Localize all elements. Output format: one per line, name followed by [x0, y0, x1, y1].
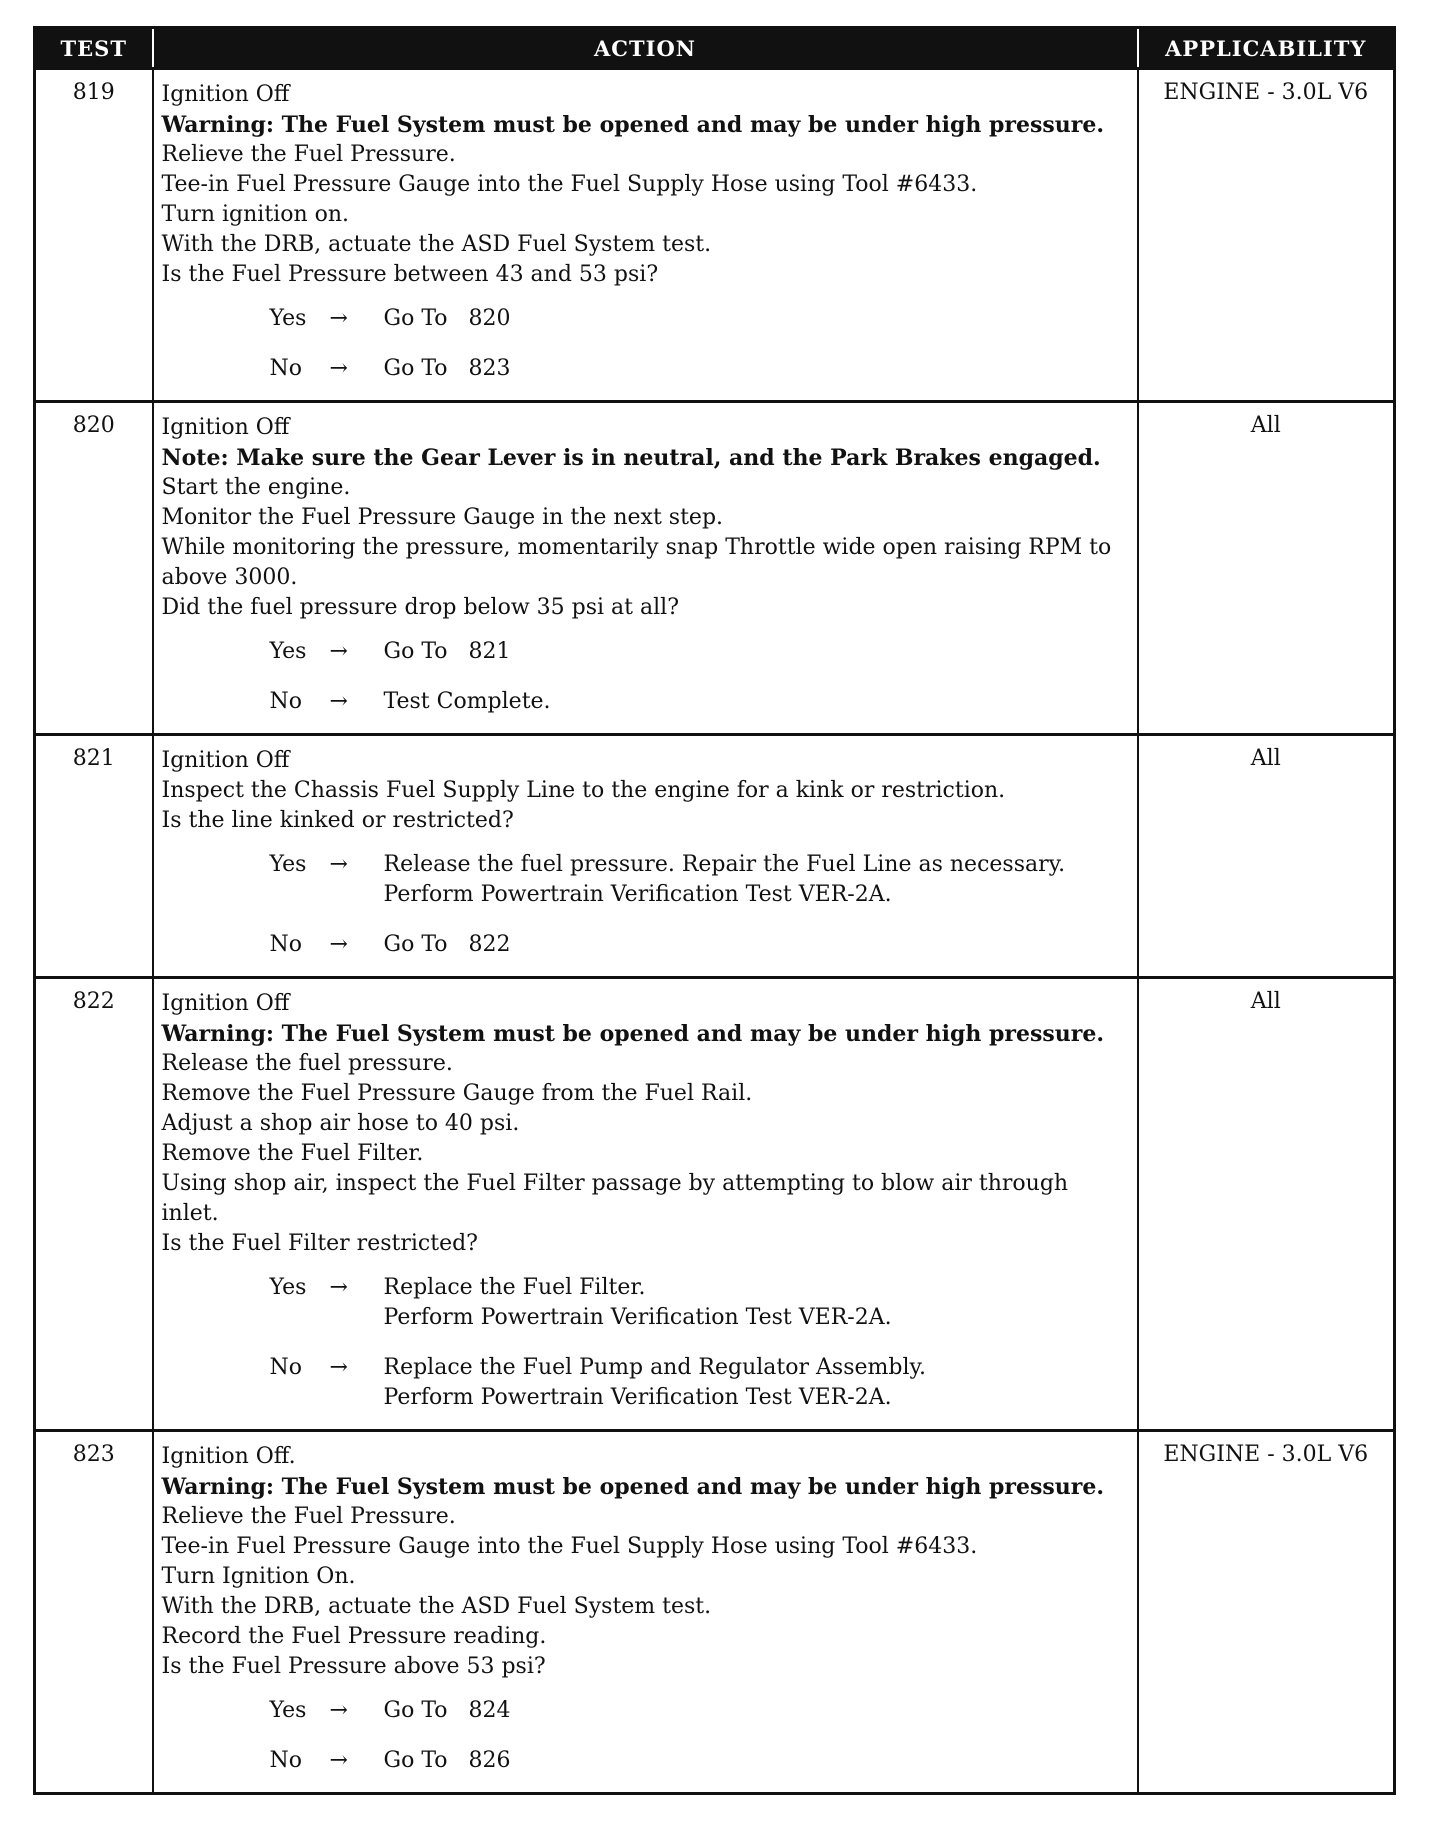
- action-step: Relieve the Fuel Pressure.: [161, 142, 456, 167]
- applicability: All: [1138, 978, 1395, 1431]
- arrow-right-icon: →: [329, 356, 348, 381]
- action-cell: [153, 402, 1138, 735]
- arrow-right-icon: →: [329, 1355, 348, 1380]
- action-step: Ignition Off: [161, 415, 290, 440]
- branch-list: [162, 1696, 1131, 1792]
- arrow-right-icon: →: [329, 852, 348, 877]
- branch-result: [384, 687, 1131, 717]
- arrow-right-icon: →: [329, 932, 348, 957]
- branch-result: [384, 354, 1131, 384]
- branch-result-line: Go To 820: [383, 306, 511, 331]
- warning-text: Warning: The Fuel System must be opened and may be under high pressure.: [161, 1021, 1104, 1047]
- action-step: Tee-in Fuel Pressure Gauge into the Fuel Supply Hose using Tool #6433.: [161, 172, 978, 197]
- action-step: Is the Fuel Pressure above 53 psi?: [161, 1654, 546, 1679]
- action-step: Remove the Fuel Filter.: [161, 1141, 424, 1166]
- applicability: All: [1138, 735, 1395, 978]
- test-number: 819: [35, 69, 153, 402]
- action-cell: [153, 69, 1138, 402]
- branch-no: [162, 1353, 1131, 1413]
- branch-label: Yes: [269, 639, 307, 664]
- branch-result-line: Test Complete.: [383, 689, 551, 714]
- branch-yes: [162, 637, 1131, 667]
- action-step: Adjust a shop air hose to 40 psi.: [161, 1111, 520, 1136]
- branch-yes: [162, 1273, 1131, 1333]
- branch-result: [384, 304, 1131, 334]
- branch-result-line: Perform Powertrain Verification Test VER-2A.: [383, 1305, 892, 1330]
- test-number: 823: [35, 1431, 153, 1794]
- header-test: TEST: [35, 28, 153, 69]
- branch-no: [162, 1746, 1131, 1776]
- action-cell: [153, 1431, 1138, 1794]
- action-step: Is the line kinked or restricted?: [161, 808, 514, 833]
- warning-text: Warning: The Fuel System must be opened and may be under high pressure.: [161, 112, 1104, 138]
- branch-label: No: [269, 689, 302, 714]
- action-step: Remove the Fuel Pressure Gauge from the Fuel Rail.: [161, 1081, 753, 1106]
- action-step: Record the Fuel Pressure reading.: [161, 1624, 547, 1649]
- test-row: [35, 1431, 1395, 1794]
- branch-result-line: Perform Powertrain Verification Test VER-2A.: [383, 882, 892, 907]
- branch-result-line: Replace the Fuel Pump and Regulator Assembly.: [383, 1355, 926, 1380]
- action-step: inlet.: [161, 1201, 219, 1226]
- applicability: ENGINE - 3.0L V6: [1138, 69, 1395, 402]
- action-step: Is the Fuel Pressure between 43 and 53 psi?: [161, 262, 659, 287]
- branch-result-line: Go To 826: [383, 1748, 511, 1773]
- branch-yes: [162, 304, 1131, 334]
- action-step: Monitor the Fuel Pressure Gauge in the next step.: [161, 505, 724, 530]
- branch-result-line: Go To 821: [383, 639, 511, 664]
- arrow-right-icon: →: [329, 1748, 348, 1773]
- diagnostic-page: [33, 26, 1393, 1795]
- branch-result-line: Replace the Fuel Filter.: [383, 1275, 646, 1300]
- arrow-right-icon: →: [329, 689, 348, 714]
- arrow-right-icon: →: [329, 1698, 348, 1723]
- branch-list: [162, 304, 1131, 400]
- action-step: While monitoring the pressure, momentarily snap Throttle wide open raising RPM to: [161, 535, 1112, 560]
- branch-label: Yes: [269, 852, 307, 877]
- action-step: Ignition Off: [161, 991, 290, 1016]
- diagnostic-table: [33, 26, 1396, 1795]
- branch-result-line: Perform Powertrain Verification Test VER-2A.: [383, 1385, 892, 1410]
- header-action: ACTION: [153, 28, 1138, 69]
- branch-result-line: Go To 823: [383, 356, 511, 381]
- branch-list: [162, 1273, 1131, 1429]
- action-step: Is the Fuel Filter restricted?: [161, 1231, 478, 1256]
- test-number: 822: [35, 978, 153, 1431]
- branch-result: [384, 1273, 1131, 1333]
- test-row: [35, 69, 1395, 402]
- branch-label: Yes: [269, 1275, 307, 1300]
- branch-label: Yes: [269, 1698, 307, 1723]
- arrow-right-icon: →: [329, 639, 348, 664]
- branch-result: [384, 1746, 1131, 1776]
- branch-result-line: Go To 822: [383, 932, 511, 957]
- warning-text: Warning: The Fuel System must be opened and may be under high pressure.: [161, 1474, 1104, 1500]
- action-step: Ignition Off: [161, 748, 290, 773]
- table-body: [35, 69, 1395, 1794]
- test-row: [35, 402, 1395, 735]
- applicability: All: [1138, 402, 1395, 735]
- action-step: above 3000.: [161, 565, 298, 590]
- action-step: Start the engine.: [161, 475, 351, 500]
- branch-no: [162, 930, 1131, 960]
- arrow-right-icon: →: [329, 306, 348, 331]
- action-step: With the DRB, actuate the ASD Fuel System test.: [161, 232, 712, 257]
- test-row: [35, 735, 1395, 978]
- branch-result-line: Go To 824: [383, 1698, 511, 1723]
- branch-result: [384, 850, 1131, 910]
- applicability: ENGINE - 3.0L V6: [1138, 1431, 1395, 1794]
- action-step: Tee-in Fuel Pressure Gauge into the Fuel Supply Hose using Tool #6433.: [161, 1534, 978, 1559]
- test-row: [35, 978, 1395, 1431]
- action-step: Turn Ignition On.: [161, 1564, 356, 1589]
- branch-result: [384, 1696, 1131, 1726]
- branch-label: No: [269, 1748, 302, 1773]
- action-step: Using shop air, inspect the Fuel Filter passage by attempting to blow air through: [161, 1171, 1069, 1196]
- branch-no: [162, 687, 1131, 717]
- branch-yes: [162, 850, 1131, 910]
- branch-list: [162, 637, 1131, 733]
- branch-label: No: [269, 356, 302, 381]
- action-step: Turn ignition on.: [161, 202, 350, 227]
- table-header: [35, 28, 1395, 69]
- action-cell: [153, 735, 1138, 978]
- action-step: Relieve the Fuel Pressure.: [161, 1504, 456, 1529]
- branch-list: [162, 850, 1131, 976]
- branch-label: Yes: [269, 306, 307, 331]
- action-step: Inspect the Chassis Fuel Supply Line to the engine for a kink or restriction.: [161, 778, 1006, 803]
- branch-label: No: [269, 1355, 302, 1380]
- action-step: With the DRB, actuate the ASD Fuel System test.: [161, 1594, 712, 1619]
- action-step: Release the fuel pressure.: [161, 1051, 453, 1076]
- arrow-right-icon: →: [329, 1275, 348, 1300]
- branch-result: [384, 930, 1131, 960]
- test-number: 820: [35, 402, 153, 735]
- branch-no: [162, 354, 1131, 384]
- action-cell: [153, 978, 1138, 1431]
- test-number: 821: [35, 735, 153, 978]
- branch-result: [384, 1353, 1131, 1413]
- header-applicability: APPLICABILITY: [1138, 28, 1395, 69]
- branch-result-line: Release the fuel pressure. Repair the Fuel Line as necessary.: [383, 852, 1066, 877]
- warning-text: Note: Make sure the Gear Lever is in neutral, and the Park Brakes engaged.: [161, 445, 1101, 471]
- action-step: Ignition Off: [161, 82, 290, 107]
- branch-result: [384, 637, 1131, 667]
- branch-yes: [162, 1696, 1131, 1726]
- branch-label: No: [269, 932, 302, 957]
- action-step: Ignition Off.: [161, 1444, 296, 1469]
- action-step: Did the fuel pressure drop below 35 psi at all?: [161, 595, 679, 620]
